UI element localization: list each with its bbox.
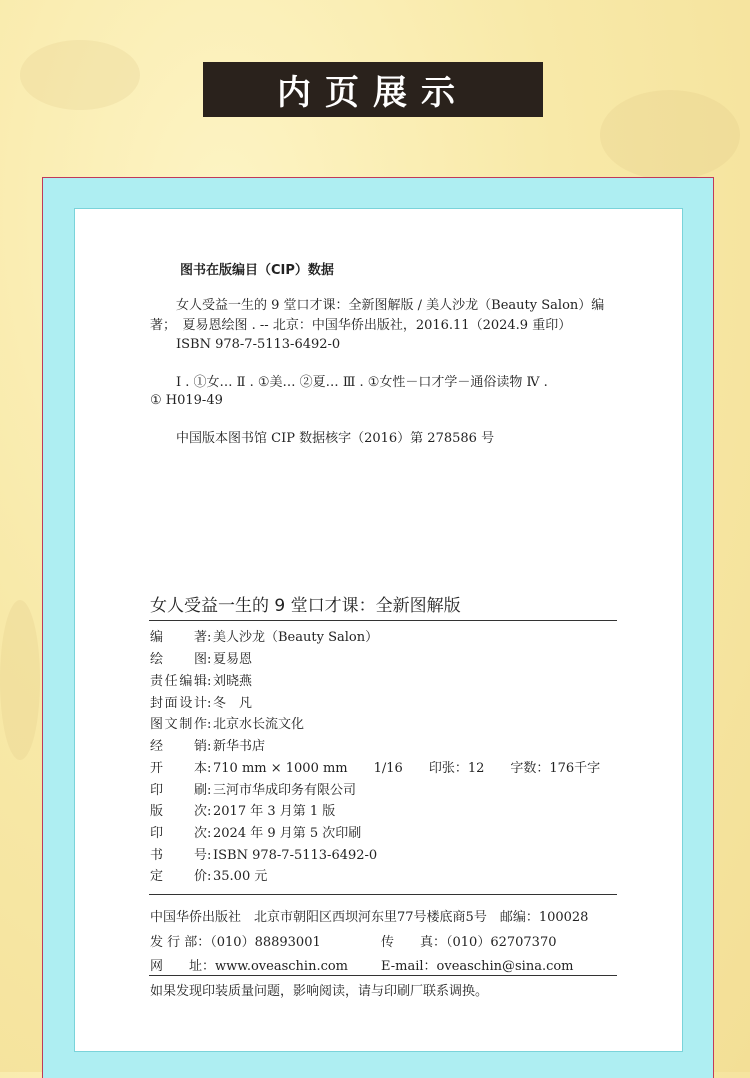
info-row: 图文制作: 北京水长流文化 (150, 717, 305, 732)
info-row: 责任编辑: 刘晓燕 (150, 674, 253, 689)
info-row: 经销: 新华书店 (150, 739, 266, 754)
publisher-address: 中国华侨出版社 北京市朝阳区西坝河东里77号楼底商5号 邮编：100028 (150, 910, 589, 925)
publisher-phone: 发 行 部：（010）88893001 (150, 935, 321, 950)
info-row: 印刷: 三河市华成印务有限公司 (150, 783, 357, 798)
paper-texture (600, 90, 740, 180)
copyright-page (74, 208, 683, 1052)
info-row: 定价: 35.00 元 (150, 869, 268, 884)
info-row: 印次: 2024 年 9 月第 5 次印刷 (150, 826, 362, 841)
publisher-fax: 传 真：（010）62707370 (381, 935, 557, 950)
divider (149, 975, 617, 976)
info-row: 开本: 710 mm × 1000 mm 1/16 印张：12 字数：176千字 (150, 761, 601, 776)
divider (149, 894, 617, 895)
info-row: 书号: ISBN 978-7-5113-6492-0 (150, 848, 378, 863)
book-title: 女人受益一生的 9 堂口才课：全新图解版 (150, 596, 461, 616)
cip-line: 女人受益一生的 9 堂口才课：全新图解版 / 美人沙龙（Beauty Salon）编 (150, 298, 605, 313)
cip-line: Ⅰ . ①女… Ⅱ . ①美… ②夏… Ⅲ . ①女性－口才学－通俗读物 Ⅳ . (150, 375, 548, 390)
section-title: 内页展示 (203, 62, 543, 117)
divider (149, 620, 617, 621)
cip-line: ① H019-49 (150, 393, 223, 408)
publisher-website: 网 址：www.oveaschin.com (150, 959, 349, 974)
info-row: 封面设计: 冬 凡 (150, 696, 253, 711)
publisher-email: E-mail：oveaschin@sina.com (381, 959, 574, 974)
info-row: 编著: 美人沙龙（Beauty Salon） (150, 630, 379, 645)
info-row: 绘图: 夏易恩 (150, 652, 253, 667)
paper-texture (20, 40, 140, 110)
quality-notice: 如果发现印装质量问题，影响阅读，请与印刷厂联系调换。 (150, 984, 489, 999)
cip-heading: 图书在版编目（CIP）数据 (180, 263, 334, 278)
cip-line: 著； 夏易恩绘图 . -- 北京：中国华侨出版社，2016.11（2024.9 重印） (150, 318, 572, 333)
cip-line: 中国版本图书馆 CIP 数据核字（2016）第 278586 号 (150, 431, 495, 446)
paper-texture (0, 600, 40, 760)
info-row: 版次: 2017 年 3 月第 1 版 (150, 804, 336, 819)
cip-line: ISBN 978-7-5113-6492-0 (150, 337, 341, 352)
